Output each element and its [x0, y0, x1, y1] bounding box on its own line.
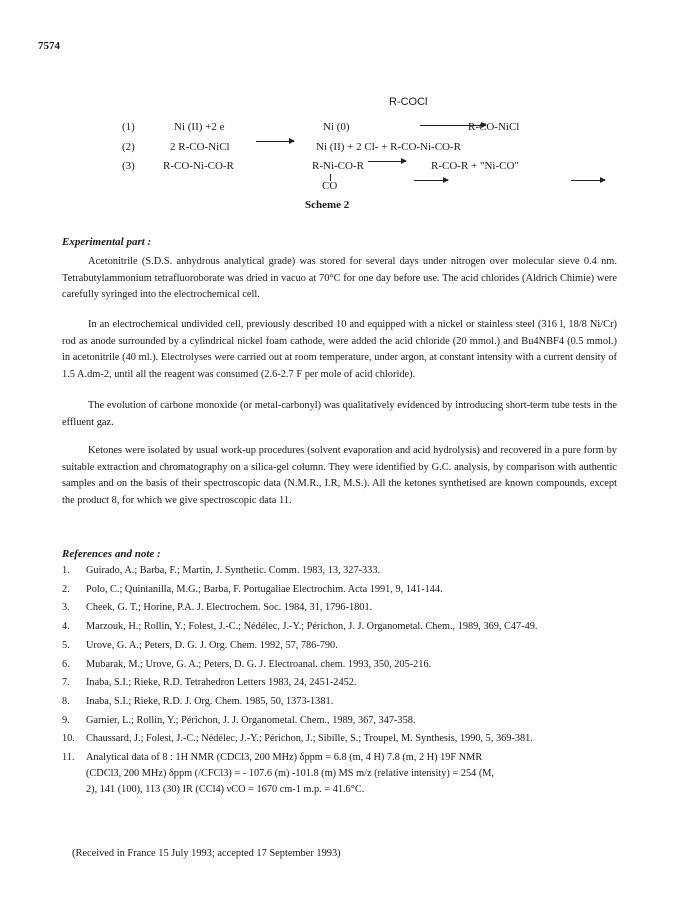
reference-number: 7.	[62, 677, 70, 689]
experimental-paragraph: Ketones were isolated by usual work-up procedures (solvent evaporation and acid hydrolysis) and recovered in a pure form by suitable extraction and chromatography on a silica-gel column. They were identified by G.C. analysis, by comparison with authentic samples and on the basis of their spectroscopic data (N.M.R., I.R, M.S.). All the ketones synthetised are known compounds, except the product 8, for which we give spectroscopic data 11.	[62, 445, 617, 506]
reference-number: 4.	[62, 621, 70, 633]
reference-list	[62, 563, 632, 763]
reference-text: Cheek, G. T.; Horine, P.A. J. Electrochem. Soc. 1984, 31, 1796-1801.	[86, 602, 373, 614]
reference-text: Urove, G. A.; Peters, D. G. J. Org. Chem. 1992, 57, 786-790.	[86, 639, 338, 651]
received-date: (Received in France 15 July 1993; accepted 17 September 1993)	[72, 848, 341, 859]
scheme-rcocl-label: R-COCl	[389, 96, 428, 108]
reference-text: Chaussard, J.; Folest, J.-C.; Nédélec, J.-Y.; Périchon, J.; Sibille, S.; Troupel, M. Synthesis, 1990, 5, 369-381.	[86, 733, 533, 745]
scheme-caption: Scheme 2	[305, 199, 350, 211]
analytical-data-line: (CDCl3, 200 MHz) δppm (/CFCl3) = - 107.6 (m) -101.8 (m) MS m/z (relative intensity) = 254 (M,	[86, 768, 494, 779]
reference-text: Inaba, S.I.; Rieke, R.D. Tetrahedron Letters 1983, 24, 2451-2452.	[86, 677, 357, 689]
reference-item	[62, 657, 632, 674]
reference-item-analytical	[62, 750, 632, 810]
scheme-row3-product: R-CO-R + "Ni-CO"	[431, 160, 519, 172]
reference-item	[62, 582, 632, 599]
reference-number: 2.	[62, 583, 70, 595]
reference-number: 10.	[62, 733, 75, 745]
reference-text: Polo, C.; Quintanilla, M.G.; Barba, F. Portugaliae Electrochim. Acta 1991, 9, 141-144.	[86, 583, 443, 595]
reference-number: 5.	[62, 639, 70, 651]
reference-item	[62, 619, 632, 636]
reference-number: 11.	[62, 752, 75, 763]
experimental-paragraph: In an electrochemical undivided cell, previously described 10 and equipped with a nickel or stainless steel (316 l, 18/8 Ni/Cr) rod as anode surrounded by a cylindrical nickel foam cathode, were added the acid chloride (20 mmol.) and Bu4NBF4 (0.5 mmol.) in acetonitrile (40 ml.). Electrolyses were carried out at room temperature, under argon, at constant intensity with a current density of 1.5 A.dm-2, until all the reagent was consumed (2.6-2.7 F per mole of acid chloride).	[62, 319, 617, 380]
reference-number: 1.	[62, 565, 70, 576]
experimental-paragraph: Acetonitrile (S.D.S. anhydrous analytical grade) was stored for several days under nitrogen over molecular sieve 0.4 nm. Tetrabutylammonium tetrafluoroborate was dried in vacuo at 70°C for one day before use. The acid chlorides (Aldrich Chimie) were carefully syringed into the electrochemical cell.	[62, 256, 617, 301]
scheme-row2-product: Ni (II) + 2 Cl- + R-CO-Ni-CO-R	[316, 141, 462, 153]
references-heading: References and note :	[62, 548, 161, 560]
reference-number: 9.	[62, 714, 70, 726]
scheme-co-label: CO	[322, 180, 338, 192]
reference-text: Marzouk, H.; Rollin, Y.; Folest, J.-C.; Nédélec, J.-Y.; Périchon, J. J. Organometal. Chem., 1989, 369, C47-49.	[86, 621, 538, 633]
scheme-row1-final: R-CO-NiCl	[468, 121, 520, 133]
reaction-arrow-icon	[414, 180, 448, 181]
scheme-row3-reactant: R-CO-Ni-CO-R	[163, 160, 234, 172]
reference-text: Garnier, L.; Rollin, Y.; Périchon, J. J. Organometal. Chem., 1989, 367, 347-358.	[86, 714, 416, 726]
reference-number: 8.	[62, 695, 70, 707]
reference-item	[62, 675, 632, 692]
scheme-row1-product: Ni (0)	[323, 121, 350, 133]
reference-text: Mubarak, M.; Urove, G. A.; Peters, D. G. J. Electroanal. chem. 1993, 350, 205-216.	[86, 658, 432, 670]
experimental-paragraph: The evolution of carbone monoxide (or metal-carbonyl) was qualitatively evidenced by introducing short-term tube tests in the effluent gaz.	[62, 400, 617, 428]
scheme-row1-number: (1)	[122, 121, 135, 133]
scheme-row2-reactant: 2 R-CO-NiCl	[170, 141, 230, 153]
experimental-heading: Experimental part :	[62, 236, 152, 248]
analytical-data-line: Analytical data of 8 : 1H NMR (CDCl3, 200 MHz) δppm = 6.8 (m, 4 H) 7.8 (m, 2 H) 19F NMR	[86, 752, 483, 763]
reference-number: 6.	[62, 658, 70, 670]
reference-item	[62, 600, 632, 617]
scheme-row3-intermediate: R-Ni-CO-R	[312, 160, 364, 172]
reference-text: Guirado, A.; Barba, F.; Martin, J. Synthetic. Comm. 1983, 13, 327-333.	[86, 565, 381, 576]
scheme-row2-number: (2)	[122, 141, 135, 153]
scheme-row1-reactant: Ni (II) +2 e	[174, 121, 225, 133]
reference-item	[62, 731, 632, 748]
reference-item	[62, 638, 632, 655]
scheme-row3-number: (3)	[122, 160, 135, 172]
page-number: 7574	[38, 40, 60, 52]
reference-item	[62, 694, 632, 711]
reference-number: 3.	[62, 602, 70, 614]
reaction-arrow-icon	[571, 180, 605, 181]
analytical-data-line: 2), 141 (100), 113 (30) IR (CCl4) νCO = 1670 cm-1 m.p. = 41.6°C.	[86, 784, 365, 795]
reference-item	[62, 563, 632, 580]
reference-item	[62, 713, 632, 730]
reference-text: Inaba, S.I.; Rieke, R.D. J. Org. Chem. 1985, 50, 1373-1381.	[86, 695, 334, 707]
reaction-arrow-icon	[368, 161, 406, 162]
reaction-arrow-icon	[256, 141, 294, 142]
